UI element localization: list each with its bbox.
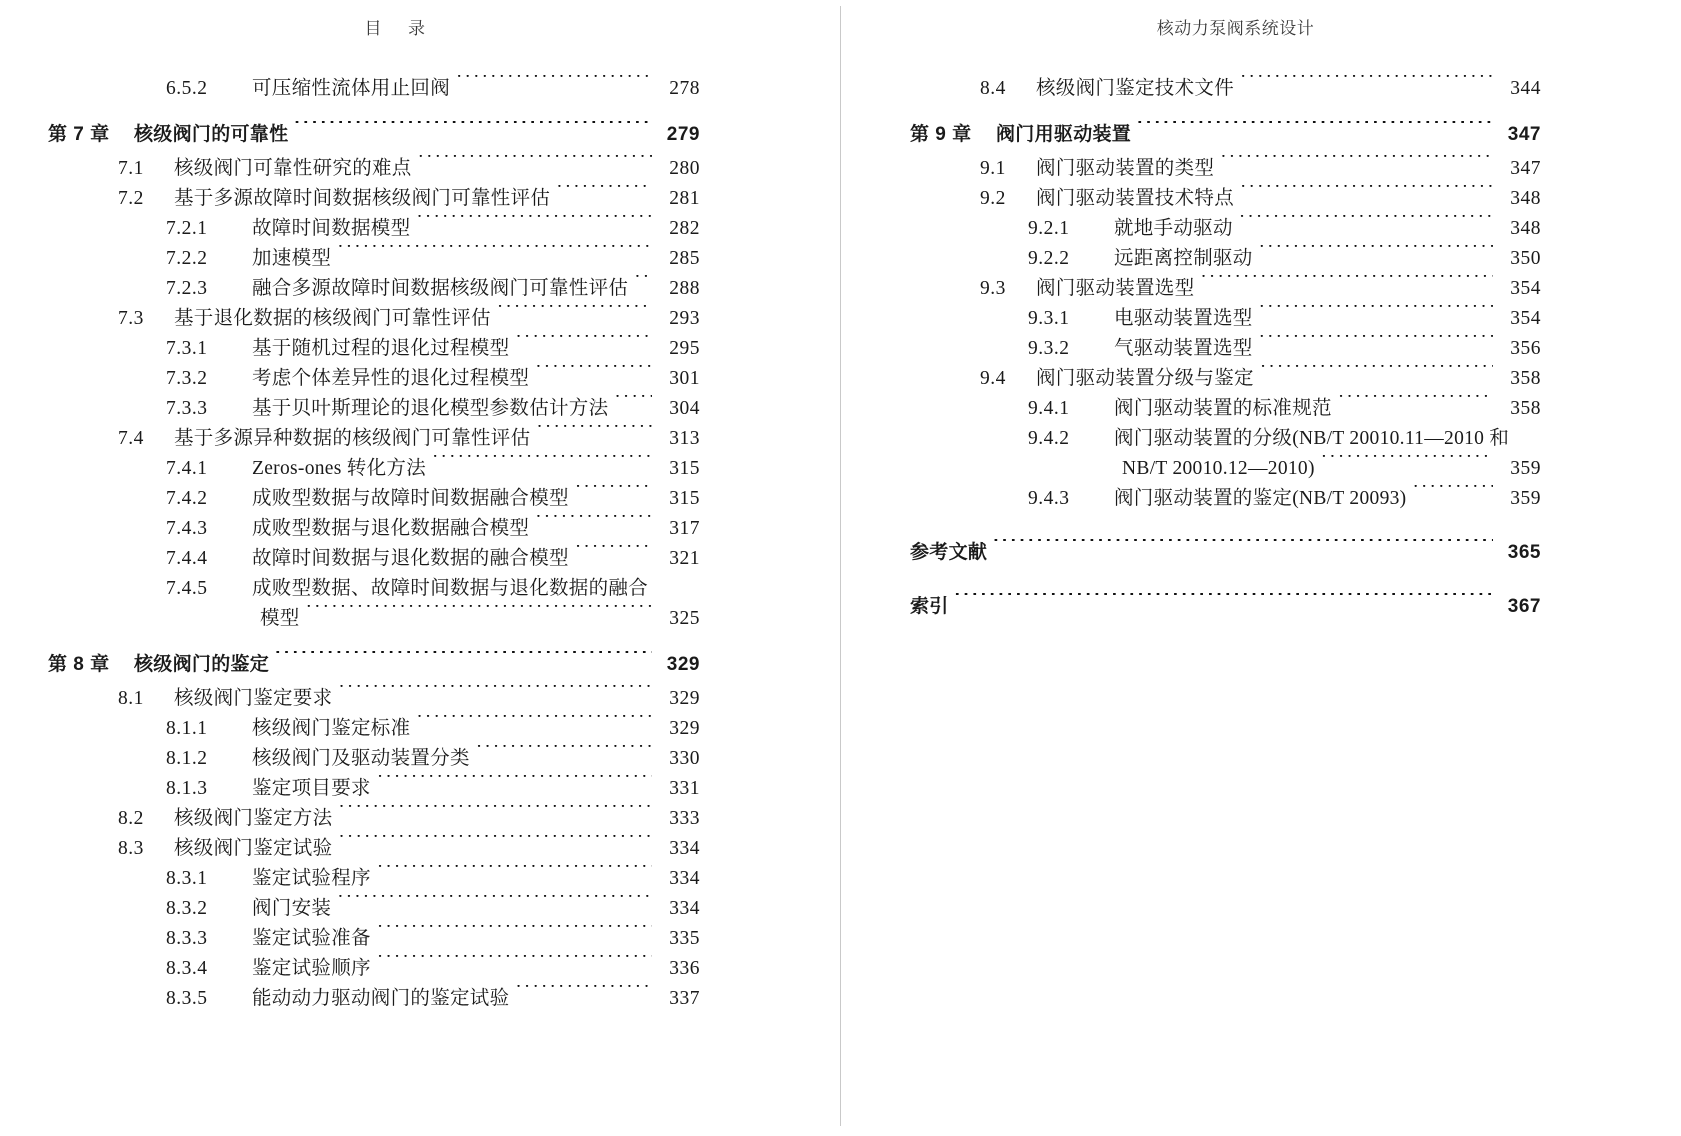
toc-columns — [0, 62, 1681, 1136]
toc-entry-title: 气驱动装置选型 — [1114, 338, 1253, 359]
toc-entry[interactable] — [48, 574, 700, 604]
toc-entry-title: 核级阀门的鉴定 — [134, 654, 270, 675]
toc-entry-page-number: 359 — [1510, 458, 1541, 479]
toc-entry[interactable] — [910, 334, 1541, 364]
toc-entry-title: 考虑个体差异性的退化过程模型 — [252, 368, 530, 389]
toc-entry-page-number: 348 — [1510, 218, 1541, 239]
toc-entry[interactable] — [48, 744, 700, 774]
toc-entry-title: 参考文献 — [910, 542, 988, 563]
toc-dot-leader — [337, 895, 652, 915]
toc-entry[interactable] — [910, 538, 1541, 568]
toc-entry[interactable] — [910, 214, 1541, 244]
toc-dot-leader — [1260, 365, 1493, 385]
toc-entry-number: 8.4 — [980, 78, 1006, 99]
toc-entry-title: 阀门驱动装置的标准规范 — [1114, 398, 1332, 419]
toc-entry[interactable] — [48, 984, 700, 1014]
toc-entry[interactable] — [48, 184, 700, 214]
toc-entry[interactable] — [910, 454, 1541, 484]
toc-entry[interactable] — [910, 274, 1541, 304]
toc-entry-number: 7.1 — [118, 158, 144, 179]
toc-column-right — [790, 62, 1681, 1136]
toc-dot-leader — [1412, 485, 1493, 505]
toc-entry-number: 9.2.1 — [1028, 218, 1070, 239]
toc-entry-page-number: 281 — [669, 188, 700, 209]
toc-entry-number: 9.1 — [980, 158, 1006, 179]
toc-entry-page-number: 367 — [1507, 596, 1541, 617]
toc-entry-number: 9.2 — [980, 188, 1006, 209]
toc-entry-page-number: 329 — [666, 654, 700, 675]
toc-entry-title: 核级阀门可靠性研究的难点 — [174, 158, 412, 179]
toc-entry-number: 第 8 章 — [48, 654, 110, 675]
toc-entry-number: 9.4.2 — [1028, 428, 1070, 449]
toc-entry-page-number: 278 — [669, 78, 700, 99]
toc-entry[interactable] — [48, 864, 700, 894]
toc-entry-number: 9.3.2 — [1028, 338, 1070, 359]
toc-entry[interactable] — [910, 424, 1541, 454]
toc-dot-leader — [1338, 395, 1493, 415]
toc-dot-leader — [377, 865, 652, 885]
toc-dot-leader — [515, 985, 652, 1005]
toc-entry-page-number: 325 — [669, 608, 700, 629]
toc-entry[interactable] — [48, 514, 700, 544]
toc-entry-title: Zeros-ones 转化方法 — [252, 458, 427, 479]
toc-entry-title: 核级阀门鉴定技术文件 — [1036, 78, 1235, 99]
toc-dot-leader — [535, 365, 652, 385]
toc-dot-leader — [1259, 305, 1493, 325]
toc-dot-leader — [416, 215, 652, 235]
toc-entry-number: 第 7 章 — [48, 124, 110, 145]
toc-dot-leader — [993, 539, 1493, 558]
toc-dot-leader — [1240, 75, 1493, 95]
toc-entry-title: 阀门驱动装置的类型 — [1036, 158, 1215, 179]
toc-dot-leader — [1259, 245, 1493, 265]
toc-entry-number: 8.3.1 — [166, 868, 208, 889]
toc-dot-leader — [955, 593, 1493, 612]
toc-dot-leader — [416, 715, 652, 735]
toc-entry-number: 9.2.2 — [1028, 248, 1070, 269]
toc-entry[interactable] — [48, 424, 700, 454]
toc-entry-title: 核级阀门的可靠性 — [134, 124, 289, 145]
toc-entry-page-number: 313 — [669, 428, 700, 449]
toc-entry-page-number: 293 — [669, 308, 700, 329]
toc-dot-leader — [338, 685, 652, 705]
toc-entry-number: 8.1 — [118, 688, 144, 709]
toc-entry-number: 9.4.3 — [1028, 488, 1070, 509]
toc-entry[interactable] — [48, 74, 700, 104]
toc-entry-page-number: 354 — [1510, 308, 1541, 329]
toc-entry-number: 9.3.1 — [1028, 308, 1070, 329]
toc-entry-page-number: 334 — [669, 898, 700, 919]
toc-entry[interactable] — [48, 714, 700, 744]
toc-entry-title: 可压缩性流体用止回阀 — [252, 78, 451, 99]
running-head-left-char2: 录 — [408, 19, 426, 38]
toc-entry-title: 阀门驱动装置技术特点 — [1036, 188, 1235, 209]
toc-entry-page-number: 331 — [669, 778, 700, 799]
toc-entry-number: 8.1.1 — [166, 718, 208, 739]
toc-entry-page-number: 356 — [1510, 338, 1541, 359]
toc-entry[interactable] — [910, 244, 1541, 274]
toc-entry-title: 核级阀门及驱动装置分类 — [252, 748, 470, 769]
toc-entry-number: 8.3.2 — [166, 898, 208, 919]
toc-dot-leader — [418, 155, 652, 175]
toc-entry[interactable] — [910, 74, 1541, 104]
toc-entry-page-number: 359 — [1510, 488, 1541, 509]
toc-entry-page-number: 295 — [669, 338, 700, 359]
toc-entry-number: 8.3.5 — [166, 988, 208, 1009]
toc-dot-leader — [1220, 155, 1493, 175]
toc-entry-page-number: 358 — [1510, 368, 1541, 389]
toc-entry-number: 7.3 — [118, 308, 144, 329]
toc-entry[interactable] — [48, 120, 700, 150]
toc-dot-leader — [614, 395, 652, 415]
toc-dot-leader — [456, 75, 652, 95]
toc-dot-leader — [377, 925, 652, 945]
toc-entry[interactable] — [48, 684, 700, 714]
toc-entry-page-number: 317 — [669, 518, 700, 539]
toc-dot-leader — [338, 805, 652, 825]
toc-entry[interactable] — [910, 364, 1541, 394]
toc-entry-number: 7.4.4 — [166, 548, 208, 569]
toc-entry-title: 核级阀门鉴定要求 — [174, 688, 333, 709]
toc-dot-leader — [575, 545, 652, 565]
toc-entry-title: 能动动力驱动阀门的鉴定试验 — [252, 988, 510, 1009]
toc-entry-page-number: 330 — [669, 748, 700, 769]
toc-entry-number: 8.3.3 — [166, 928, 208, 949]
toc-dot-leader — [476, 745, 652, 765]
toc-entry[interactable] — [48, 334, 700, 364]
toc-entry-page-number: 347 — [1507, 124, 1541, 145]
toc-entry-title: 成败型数据与故障时间数据融合模型 — [252, 488, 569, 509]
toc-dot-leader — [377, 955, 652, 975]
toc-entry-page-number: 315 — [669, 488, 700, 509]
toc-entry-page-number: 333 — [669, 808, 700, 829]
toc-entry-page-number: 329 — [669, 688, 700, 709]
toc-entry[interactable] — [48, 954, 700, 984]
toc-dot-leader — [338, 835, 652, 855]
toc-entry-number: 7.4.2 — [166, 488, 208, 509]
running-head-right: 核动力泵阀系统设计 — [1156, 19, 1315, 38]
toc-entry[interactable] — [48, 244, 700, 274]
toc-dot-leader — [497, 305, 652, 325]
toc-entry-title: 基于退化数据的核级阀门可靠性评估 — [174, 308, 491, 329]
toc-entry[interactable] — [910, 154, 1541, 184]
toc-dot-leader — [1239, 215, 1493, 235]
toc-entry[interactable] — [48, 304, 700, 334]
toc-entry[interactable] — [48, 774, 700, 804]
toc-entry-number: 9.4 — [980, 368, 1006, 389]
toc-entry-number: 8.2 — [118, 808, 144, 829]
toc-entry-number: 7.2.1 — [166, 218, 208, 239]
toc-entry-page-number: 285 — [669, 248, 700, 269]
toc-entry-title: 远距离控制驱动 — [1114, 248, 1253, 269]
toc-entry-number: 8.1.3 — [166, 778, 208, 799]
toc-entry-title: 核级阀门鉴定试验 — [174, 838, 333, 859]
toc-entry-page-number: 337 — [669, 988, 700, 1009]
toc-entry-page-number: 354 — [1510, 278, 1541, 299]
toc-entry-title: 加速模型 — [252, 248, 332, 269]
toc-dot-leader — [275, 651, 652, 670]
toc-entry-page-number: 336 — [669, 958, 700, 979]
toc-entry-title: 阀门用驱动装置 — [996, 124, 1132, 145]
toc-entry[interactable] — [48, 834, 700, 864]
toc-dot-leader — [1200, 275, 1493, 295]
toc-entry-title: 模型 — [260, 608, 300, 629]
toc-entry-number: 9.4.1 — [1028, 398, 1070, 419]
toc-entry[interactable] — [48, 274, 700, 304]
toc-entry-number: 7.3.1 — [166, 338, 208, 359]
toc-entry-page-number: 334 — [669, 838, 700, 859]
toc-entry-page-number: 288 — [669, 278, 700, 299]
toc-entry-page-number: 280 — [669, 158, 700, 179]
toc-entry-title: 基于多源异种数据的核级阀门可靠性评估 — [174, 428, 531, 449]
toc-entry-title: 鉴定试验顺序 — [252, 958, 371, 979]
toc-dot-leader — [575, 485, 652, 505]
toc-entry-title: 基于多源故障时间数据核级阀门可靠性评估 — [174, 188, 551, 209]
toc-entry-number: 7.2.3 — [166, 278, 208, 299]
toc-entry-page-number: 304 — [669, 398, 700, 419]
toc-entry[interactable] — [910, 184, 1541, 214]
toc-entry-title: 核级阀门鉴定标准 — [252, 718, 411, 739]
toc-entry-title: 索引 — [910, 596, 949, 617]
toc-entry[interactable] — [910, 120, 1541, 150]
toc-entry-number: 6.5.2 — [166, 78, 208, 99]
toc-entry-page-number: 350 — [1510, 248, 1541, 269]
toc-entry-number: 7.4.3 — [166, 518, 208, 539]
toc-dot-leader — [377, 775, 652, 795]
toc-dot-leader — [1259, 335, 1493, 355]
toc-entry-number: 7.2.2 — [166, 248, 208, 269]
toc-entry-title: 成败型数据、故障时间数据与退化数据的融合 — [252, 578, 649, 599]
toc-entry-title: 故障时间数据与退化数据的融合模型 — [252, 548, 569, 569]
toc-entry-number: 7.3.3 — [166, 398, 208, 419]
toc-dot-leader — [536, 425, 652, 445]
toc-entry-title: 阀门驱动装置分级与鉴定 — [1036, 368, 1254, 389]
toc-entry-page-number: 301 — [669, 368, 700, 389]
toc-entry[interactable] — [48, 364, 700, 394]
toc-entry-title: 阀门驱动装置的鉴定(NB/T 20093) — [1114, 488, 1407, 509]
toc-entry[interactable] — [48, 154, 700, 184]
toc-entry-title: 基于贝叶斯理论的退化模型参数估计方法 — [252, 398, 609, 419]
toc-entry-page-number: 358 — [1510, 398, 1541, 419]
toc-entry-title: 就地手动驱动 — [1114, 218, 1233, 239]
toc-entry-title: 核级阀门鉴定方法 — [174, 808, 333, 829]
toc-dot-leader — [556, 185, 652, 205]
toc-entry[interactable] — [910, 592, 1541, 622]
toc-entry[interactable] — [48, 604, 700, 634]
toc-dot-leader — [294, 121, 652, 140]
toc-entry[interactable] — [48, 650, 700, 680]
running-head-left — [0, 14, 790, 39]
toc-entry-number: 7.2 — [118, 188, 144, 209]
toc-entry-number: 7.3.2 — [166, 368, 208, 389]
toc-entry-page-number: 335 — [669, 928, 700, 949]
toc-entry-number: 8.1.2 — [166, 748, 208, 769]
toc-entry-title: 鉴定试验准备 — [252, 928, 371, 949]
toc-dot-leader — [432, 455, 652, 475]
toc-entry-number: 7.4.1 — [166, 458, 208, 479]
toc-entry-title: 阀门驱动装置选型 — [1036, 278, 1195, 299]
toc-entry-page-number: 344 — [1510, 78, 1541, 99]
toc-dot-leader — [515, 335, 652, 355]
toc-entry[interactable] — [48, 894, 700, 924]
toc-entry[interactable] — [48, 544, 700, 574]
toc-dot-leader — [1137, 121, 1493, 140]
toc-entry-page-number: 321 — [669, 548, 700, 569]
toc-entry-number: 7.4 — [118, 428, 144, 449]
toc-entry-page-number: 348 — [1510, 188, 1541, 209]
toc-entry-title: 融合多源故障时间数据核级阀门可靠性评估 — [252, 278, 629, 299]
toc-dot-leader — [1240, 185, 1493, 205]
toc-entry-number: 8.3.4 — [166, 958, 208, 979]
toc-dot-leader — [337, 245, 652, 265]
toc-entry[interactable] — [48, 394, 700, 424]
toc-entry[interactable] — [48, 924, 700, 954]
toc-entry-page-number: 279 — [666, 124, 700, 145]
toc-entry[interactable] — [48, 454, 700, 484]
toc-entry-page-number: 282 — [669, 218, 700, 239]
toc-entry[interactable] — [910, 394, 1541, 424]
toc-entry-page-number: 365 — [1507, 542, 1541, 563]
toc-entry-page-number: 347 — [1510, 158, 1541, 179]
toc-entry-title: 故障时间数据模型 — [252, 218, 411, 239]
toc-entry-title: 阀门驱动装置的分级(NB/T 20010.11—2010 和 — [1114, 428, 1510, 449]
toc-dot-leader — [1321, 455, 1493, 475]
toc-entry-title: 电驱动装置选型 — [1114, 308, 1253, 329]
toc-entry-number: 第 9 章 — [910, 124, 972, 145]
toc-entry[interactable] — [910, 304, 1541, 334]
toc-entry-page-number: 315 — [669, 458, 700, 479]
toc-entry-number: 8.3 — [118, 838, 144, 859]
toc-entry-title: 鉴定试验程序 — [252, 868, 371, 889]
toc-entry-title: 基于随机过程的退化过程模型 — [252, 338, 510, 359]
toc-dot-leader — [535, 515, 652, 535]
toc-entry-title: NB/T 20010.12—2010) — [1122, 458, 1315, 479]
toc-dot-leader — [634, 275, 652, 295]
toc-entry-title: 阀门安装 — [252, 898, 332, 919]
toc-entry-number: 7.4.5 — [166, 578, 208, 599]
toc-entry[interactable] — [48, 484, 700, 514]
toc-dot-leader — [306, 605, 652, 625]
toc-entry-page-number: 329 — [669, 718, 700, 739]
toc-entry-title: 成败型数据与退化数据融合模型 — [252, 518, 530, 539]
running-head-left-char1: 目 — [364, 19, 382, 38]
toc-entry[interactable] — [48, 804, 700, 834]
toc-entry-page-number: 334 — [669, 868, 700, 889]
toc-entry-number: 9.3 — [980, 278, 1006, 299]
toc-column-left — [0, 62, 790, 1136]
toc-entry[interactable] — [48, 214, 700, 244]
toc-entry[interactable] — [910, 484, 1541, 514]
toc-entry-title: 鉴定项目要求 — [252, 778, 371, 799]
